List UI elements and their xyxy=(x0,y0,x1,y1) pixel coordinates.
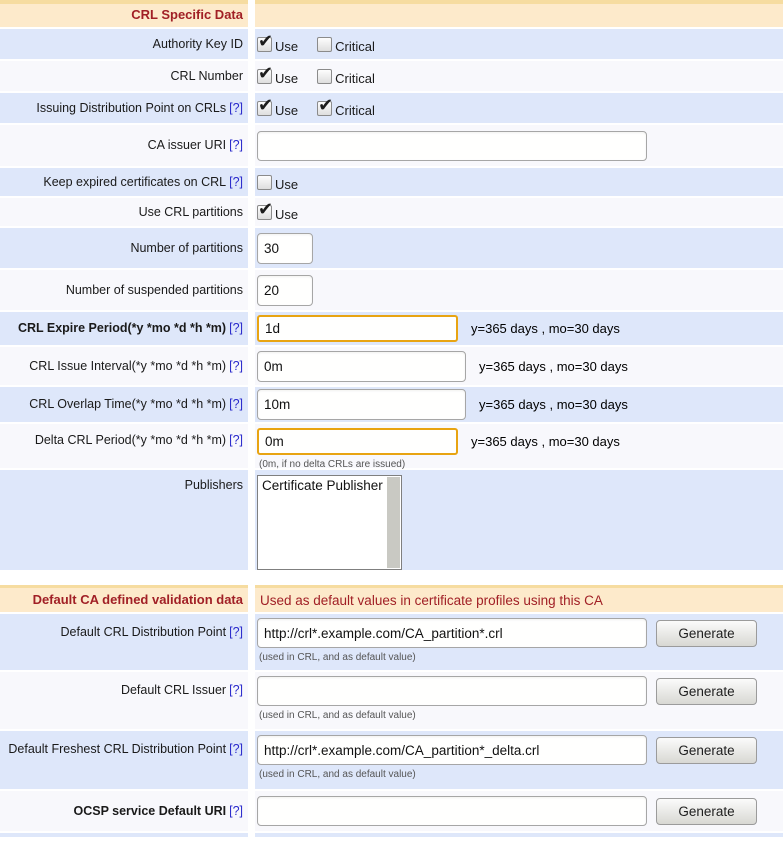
ocsp-service-default-uri-label: OCSP service Default URI xyxy=(73,803,227,818)
use-checkbox-label: Use xyxy=(275,38,299,54)
delta-crl-subnote: (0m, if no delta CRLs are issued) xyxy=(259,459,406,470)
delta-crl-period-label: Delta CRL Period(*y *mo *d *h *m) xyxy=(34,433,227,447)
period-units-note: y=365 days , mo=30 days xyxy=(479,358,628,374)
crl-expire-period-label: CRL Expire Period(*y *mo *d *h *m) xyxy=(17,321,227,336)
default-crl-dist-point-input[interactable] xyxy=(257,618,647,648)
crl-section-title: CRL Specific Data xyxy=(131,7,243,23)
period-units-note: y=365 days , mo=30 days xyxy=(471,321,620,336)
help-link[interactable]: [?] xyxy=(229,321,243,336)
validation-section-subtitle: Used as default values in certificate profiles using this CA xyxy=(260,592,603,608)
used-in-crl-note: (used in CRL, and as default value) xyxy=(259,769,416,780)
row-default-crl-issuer xyxy=(0,672,783,729)
help-link[interactable]: [?] xyxy=(229,138,243,153)
help-link[interactable]: [?] xyxy=(229,358,243,373)
default-freshest-crl-dist-point-label: Default Freshest CRL Distribution Point xyxy=(8,742,227,756)
issuing-dist-point-label: Issuing Distribution Point on CRLs xyxy=(36,100,227,115)
row-number-of-partitions xyxy=(0,228,783,268)
row-crl-overlap-time xyxy=(0,387,783,422)
used-in-crl-note: (used in CRL, and as default value) xyxy=(259,710,416,721)
publishers-label: Publishers xyxy=(184,478,243,492)
number-of-suspended-partitions-input[interactable] xyxy=(257,275,313,306)
use-checkbox-label: Use xyxy=(275,70,299,86)
row-crl-expire-period xyxy=(0,312,783,345)
row-authority-key-id xyxy=(0,29,783,59)
crl-overlap-time-label: CRL Overlap Time(*y *mo *d *h *m) xyxy=(29,397,227,412)
keep-expired-label: Keep expired certificates on CRL xyxy=(43,174,227,189)
row-default-crl-dist-point xyxy=(0,614,783,670)
use-crl-partitions-checkbox[interactable] xyxy=(257,205,272,220)
row-delta-crl-period xyxy=(0,424,783,468)
generate-button[interactable]: Generate xyxy=(656,798,757,825)
default-freshest-crl-dist-point-input[interactable] xyxy=(257,735,647,765)
help-link[interactable]: [?] xyxy=(229,397,243,412)
row-ca-issuer-uri xyxy=(0,125,783,166)
publishers-option[interactable]: Certificate Publisher xyxy=(262,478,383,493)
authority-key-id-use-checkbox[interactable] xyxy=(257,37,272,52)
help-link[interactable]: [?] xyxy=(229,625,243,639)
listbox-scrollbar[interactable] xyxy=(387,477,400,568)
critical-checkbox-label: Critical xyxy=(335,38,375,54)
generate-button[interactable]: Generate xyxy=(656,620,757,647)
crl-expire-period-input[interactable] xyxy=(257,315,458,342)
generate-button[interactable]: Generate xyxy=(656,678,757,705)
issuing-dist-point-use-checkbox[interactable] xyxy=(257,101,272,116)
row-use-crl-partitions xyxy=(0,198,783,226)
generate-button[interactable]: Generate xyxy=(656,737,757,764)
delta-crl-period-input[interactable] xyxy=(257,428,458,455)
crl-issue-interval-input[interactable] xyxy=(257,351,466,382)
ca-issuer-uri-label: CA issuer URI xyxy=(147,138,227,153)
use-checkbox-label: Use xyxy=(275,176,299,192)
crl-overlap-time-input[interactable] xyxy=(257,389,466,420)
authority-key-id-label: Authority Key ID xyxy=(152,36,243,51)
number-of-suspended-partitions-label: Number of suspended partitions xyxy=(65,282,243,297)
default-crl-dist-point-label: Default CRL Distribution Point xyxy=(60,625,227,639)
row-issuing-dist-point xyxy=(0,93,783,123)
help-link[interactable]: [?] xyxy=(229,683,243,697)
row-publishers xyxy=(0,470,783,570)
publishers-listbox[interactable] xyxy=(257,475,402,570)
row-crl-number xyxy=(0,61,783,91)
use-checkbox-label: Use xyxy=(275,102,299,118)
row-number-of-suspended-partitions xyxy=(0,270,783,310)
period-units-note: y=365 days , mo=30 days xyxy=(479,397,628,412)
crl-number-use-checkbox[interactable] xyxy=(257,69,272,84)
period-units-note: y=365 days , mo=30 days xyxy=(471,434,620,449)
use-crl-partitions-label: Use CRL partitions xyxy=(138,204,243,219)
row-partial-bottom xyxy=(0,833,783,837)
validation-section-title: Default CA defined validation data xyxy=(32,591,243,607)
authority-key-id-critical-checkbox[interactable] xyxy=(317,37,332,52)
default-crl-issuer-input[interactable] xyxy=(257,676,647,706)
validation-section-header xyxy=(0,585,783,612)
used-in-crl-note: (used in CRL, and as default value) xyxy=(259,652,416,663)
help-link[interactable]: [?] xyxy=(229,433,243,447)
help-link[interactable]: [?] xyxy=(229,100,243,115)
help-link[interactable]: [?] xyxy=(229,174,243,189)
row-default-freshest-crl-dist-point xyxy=(0,731,783,789)
critical-checkbox-label: Critical xyxy=(335,70,375,86)
default-crl-issuer-label: Default CRL Issuer xyxy=(120,683,227,697)
row-ocsp-service-default-uri xyxy=(0,791,783,831)
use-checkbox-label: Use xyxy=(275,206,299,222)
help-link[interactable]: [?] xyxy=(229,803,243,818)
crl-issue-interval-label: CRL Issue Interval(*y *mo *d *h *m) xyxy=(29,358,227,373)
section-gap xyxy=(0,572,783,585)
ca-issuer-uri-input[interactable] xyxy=(257,131,647,161)
number-of-partitions-input[interactable] xyxy=(257,233,313,264)
crl-number-label: CRL Number xyxy=(170,68,243,83)
row-keep-expired xyxy=(0,168,783,196)
crl-section-header xyxy=(0,0,783,27)
help-link[interactable]: [?] xyxy=(229,742,243,756)
critical-checkbox-label: Critical xyxy=(335,102,375,118)
row-crl-issue-interval xyxy=(0,347,783,385)
crl-number-critical-checkbox[interactable] xyxy=(317,69,332,84)
keep-expired-use-checkbox[interactable] xyxy=(257,175,272,190)
issuing-dist-point-critical-checkbox[interactable] xyxy=(317,101,332,116)
number-of-partitions-label: Number of partitions xyxy=(130,240,243,255)
ocsp-service-default-uri-input[interactable] xyxy=(257,796,647,826)
